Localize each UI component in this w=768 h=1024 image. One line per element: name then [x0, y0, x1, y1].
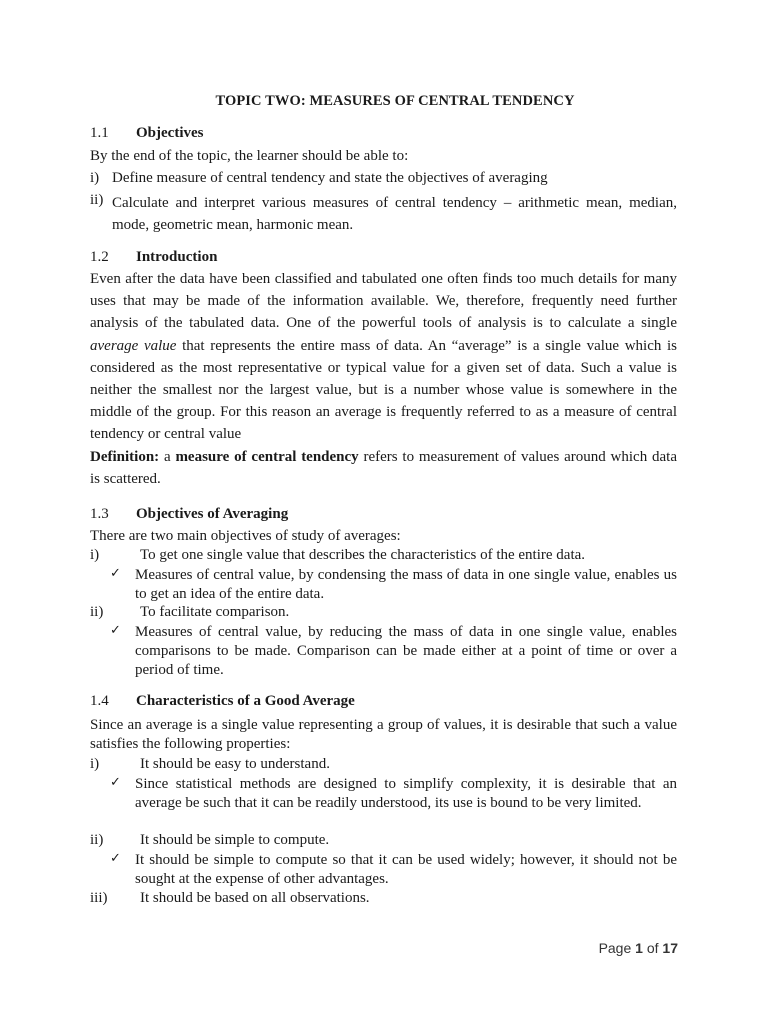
- item-numeral: ii): [90, 192, 104, 208]
- section-heading-objectives-of-averaging: [90, 506, 288, 523]
- item-text: To get one single value that describes the characteristics of the entire data.: [140, 547, 586, 563]
- current-page-number: 1: [635, 940, 643, 956]
- page-title: TOPIC TWO: MEASURES OF CENTRAL TENDENCY: [215, 93, 575, 109]
- checkmark-icon: ✓: [110, 775, 121, 790]
- item-numeral: i): [90, 170, 100, 186]
- objectives-intro: By the end of the topic, the learner should be able to:: [90, 148, 409, 164]
- item-text: Define measure of central tendency and state the objectives of averaging: [112, 170, 548, 186]
- definition-text: a: [159, 449, 176, 465]
- page-of-label: of: [642, 940, 663, 956]
- item-numeral: iii): [90, 890, 108, 906]
- objective-item: [90, 170, 548, 187]
- definition-paragraph: [90, 446, 677, 490]
- check-bullet: [110, 775, 677, 813]
- item-text: It should be based on all observations.: [140, 890, 370, 906]
- definition-text: refers to measurement of values around which data is scattered.: [90, 449, 677, 488]
- section-number: 1.3: [90, 506, 109, 522]
- item-numeral: ii): [90, 832, 104, 848]
- section-heading-objectives: [90, 125, 203, 142]
- section-title: Introduction: [136, 249, 218, 265]
- item-text: Calculate and interpret various measures of central tendency – arithmetic mean, median, mode, geometric mean, harmonic mean.: [112, 195, 677, 233]
- averaging-intro: There are two main objectives of study of averages:: [90, 528, 401, 544]
- objective-item: [90, 192, 677, 236]
- check-bullet: [110, 566, 677, 604]
- checkmark-icon: ✓: [110, 851, 121, 866]
- checkmark-icon: ✓: [110, 566, 121, 581]
- characteristics-intro: Since an average is a single value representing a group of values, it is desirable that such a value satisfies the following properties:: [90, 717, 677, 752]
- section-heading-characteristics: [90, 693, 355, 710]
- item-text: To facilitate comparison.: [140, 604, 290, 620]
- section-title: Characteristics of a Good Average: [136, 693, 355, 709]
- characteristic-item: [90, 832, 329, 849]
- section-heading-introduction: [90, 249, 217, 266]
- page-label: Page: [598, 940, 636, 956]
- averaging-item: [90, 604, 289, 621]
- section-title: Objectives: [136, 125, 204, 141]
- introduction-paragraph: [90, 268, 677, 446]
- check-bullet: [110, 623, 677, 680]
- bullet-text: Since statistical methods are designed to simplify complexity, it is desirable that an average be such that it can be readily understood, its use is bound to be very limited.: [135, 776, 677, 811]
- checkmark-icon: ✓: [110, 623, 121, 638]
- bullet-text: Measures of central value, by reducing the mass of data in one single value, enables comparisons to be made. Comparison can be made either at a point of time or over a period of time.: [135, 624, 677, 678]
- item-text: It should be simple to compute.: [140, 832, 330, 848]
- section-number: 1.2: [90, 249, 109, 265]
- bullet-text: It should be simple to compute so that it can be used widely; however, it should not be sought at the expense of other advantages.: [135, 852, 677, 887]
- item-numeral: i): [90, 756, 100, 772]
- bullet-text: Measures of central value, by condensing the mass of data in one single value, enables us to get an idea of the entire data.: [135, 567, 677, 602]
- paragraph-text: Even after the data have been classified and tabulated one often finds too much details for many uses that may be made of the information available. We, therefore, frequently need further analysis of the tabulated data. One of the powerful tools of analysis is to calculate a single: [90, 271, 677, 332]
- paragraph-text: that represents the entire mass of data. An “average” is a single value which is considered as the most representative or typical value for a given set of data. Such a value is neither the smallest nor the largest value, but is a number whose value is somewhere in the middle of the group. For this reason an average is frequently referred to as a measure of central tendency or central value: [90, 337, 677, 443]
- characteristic-item: [90, 756, 330, 773]
- total-pages-number: 17: [662, 940, 678, 956]
- check-bullet: [110, 851, 677, 889]
- section-number: 1.4: [90, 693, 109, 709]
- page-number-footer: [599, 940, 678, 956]
- item-numeral: ii): [90, 604, 104, 620]
- characteristic-item: [90, 890, 370, 907]
- italic-term: average value: [90, 337, 177, 354]
- averaging-item: [90, 547, 585, 564]
- definition-label: Definition:: [90, 449, 160, 465]
- section-number: 1.1: [90, 125, 109, 141]
- section-title: Objectives of Averaging: [136, 506, 289, 522]
- item-numeral: i): [90, 547, 100, 563]
- definition-term: measure of central tendency: [175, 449, 359, 465]
- item-text: It should be easy to understand.: [140, 756, 330, 772]
